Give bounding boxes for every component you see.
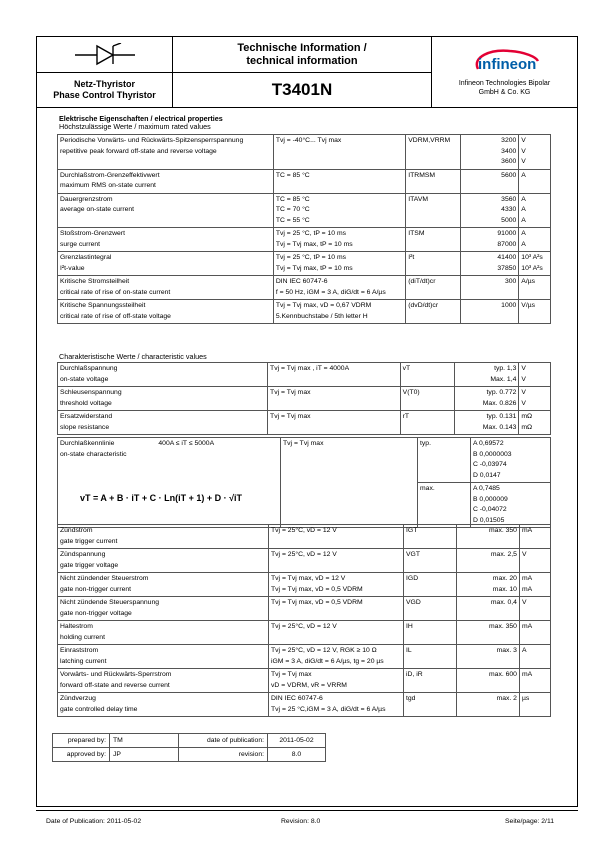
param-symbol: (diT/dt)cr xyxy=(406,276,461,300)
value-line: 3600 xyxy=(501,158,517,165)
value-line: 41400 xyxy=(497,254,517,261)
param-label: Zündverzug xyxy=(60,695,96,702)
unit-line: A xyxy=(521,195,526,203)
table-row xyxy=(58,645,551,669)
param-name xyxy=(58,363,268,387)
param-label: on-state voltage xyxy=(60,375,109,383)
value-line: 1000 xyxy=(501,302,517,309)
param-label: critical rate of rise of on-state current xyxy=(60,288,171,296)
max-rated-table xyxy=(57,134,551,324)
title-en: technical information xyxy=(246,54,358,67)
param-condition xyxy=(273,135,405,170)
param-label: Dauergrenzstrom xyxy=(60,195,113,203)
approved-value: JP xyxy=(110,748,179,762)
condition-line: f = 50 Hz, iGM = 3 A, diG/dt = 6 A/µs xyxy=(275,288,386,296)
on-state-formula: vT = A + B · iT + C · Ln(iT + 1) + D · √iT xyxy=(80,493,243,503)
unit-line: V xyxy=(521,137,526,144)
param-label: latching current xyxy=(60,657,107,665)
condition-line: Tvj = Tvj max, tP = 10 ms xyxy=(275,264,353,272)
logo-text: infineon xyxy=(477,56,536,73)
condition-line: Tvj = Tvj max, vD = 0,5 VDRM xyxy=(271,599,363,606)
param-condition xyxy=(268,411,401,435)
param-value xyxy=(456,645,519,669)
unit-line: A/µs xyxy=(521,278,536,285)
title-de: Technische Information / xyxy=(237,41,367,54)
param-symbol: ITRMSM xyxy=(406,169,461,193)
unit-line: V xyxy=(521,158,526,165)
param-unit xyxy=(519,169,551,193)
param-value xyxy=(461,228,519,252)
table-row xyxy=(58,669,551,693)
param-name xyxy=(58,135,274,170)
param-symbol: V(T0) xyxy=(400,387,454,411)
condition-line: TC = 85 °C xyxy=(275,195,310,203)
condition-line: Tvj = -40°C... Tvj max xyxy=(275,137,342,144)
char-table xyxy=(57,362,551,435)
param-symbol: ITSM xyxy=(406,228,461,252)
param-label: Kritische Spannungssteilheit xyxy=(60,302,146,309)
param-value xyxy=(456,597,519,621)
param-symbol: rT xyxy=(400,411,454,435)
typ-label: typ. xyxy=(418,438,470,483)
param-condition xyxy=(268,363,401,387)
on-state-de: Durchlaßkennlinie xyxy=(60,440,115,447)
param-value xyxy=(456,525,519,549)
table-row xyxy=(58,276,551,300)
param-unit xyxy=(519,363,551,387)
param-value xyxy=(456,549,519,573)
value-line: max. 2 xyxy=(496,695,517,702)
param-label: gate controlled delay time xyxy=(60,705,138,713)
footer-date: Date of Publication: 2011-05-02 xyxy=(46,818,142,825)
value-line: max. 10 xyxy=(492,585,517,593)
param-value xyxy=(456,573,519,597)
param-condition xyxy=(269,669,404,693)
param-condition xyxy=(269,621,404,645)
section1-subtitle: Höchstzulässige Werte / maximum rated values xyxy=(59,122,211,131)
coefficient: C -0,03974 xyxy=(473,461,507,468)
param-symbol: VGT xyxy=(404,549,457,573)
condition-line: Tvj = Tvj max, vD = 12 V xyxy=(271,575,346,582)
value-line: max. 3 xyxy=(496,647,517,654)
param-name xyxy=(58,621,269,645)
coefficient: A 0,7485 xyxy=(473,485,500,492)
param-value xyxy=(454,363,519,387)
param-label: Durchlaßspannung xyxy=(60,365,118,372)
param-unit xyxy=(519,387,551,411)
param-condition xyxy=(269,693,404,717)
section2-title: Charakteristische Werte / characteristic values xyxy=(59,352,207,361)
condition-line: Tvj = Tvj max , iT = 4000A xyxy=(270,365,350,372)
table-row xyxy=(58,525,551,549)
condition-line: Tvj = 25 °C,iGM = 3 A, diG/dt = 6 A/µs xyxy=(271,705,386,713)
param-unit xyxy=(519,300,551,324)
param-label: Haltestrom xyxy=(60,623,93,630)
param-symbol: iD, iR xyxy=(404,669,457,693)
param-label: Grenzlastintegral xyxy=(60,254,112,261)
condition-line: Tvj = 25 °C, tP = 10 ms xyxy=(275,230,347,237)
param-symbol: (dvD/dt)cr xyxy=(406,300,461,324)
param-unit xyxy=(519,669,550,693)
unit-line: V xyxy=(521,551,527,558)
condition-line: 5.Kennbuchstabe / 5th letter H xyxy=(275,312,368,320)
param-label: critical rate of rise of off-state voltage xyxy=(60,312,171,320)
value-line: 91000 xyxy=(497,230,517,237)
param-condition xyxy=(273,228,405,252)
condition-line: Tvj = Tvj max, vD = 0,67 VDRM xyxy=(275,302,372,309)
part-number-cell xyxy=(172,72,432,108)
param-name xyxy=(58,276,274,300)
param-label: gate non-trigger current xyxy=(60,585,132,593)
param-label: gate trigger voltage xyxy=(60,561,119,569)
param-name xyxy=(58,228,274,252)
param-unit xyxy=(519,597,550,621)
param-label: Durchlaßstrom-Grenzeffektivwert xyxy=(60,171,160,179)
param-symbol: IGT xyxy=(404,525,457,549)
param-name xyxy=(58,549,269,573)
value-line: typ. 0.131 xyxy=(486,413,517,420)
coefficient: B 0,0000003 xyxy=(473,450,512,458)
value-line: 87000 xyxy=(497,240,517,248)
table-row xyxy=(58,621,551,645)
unit-line: mΩ xyxy=(521,413,533,420)
param-label: surge current xyxy=(60,240,101,248)
param-name xyxy=(58,645,269,669)
coefficient: D 0,01505 xyxy=(473,516,505,524)
param-condition xyxy=(269,573,404,597)
table-row xyxy=(58,387,551,411)
unit-line: mA xyxy=(521,671,533,678)
approved-label: approved by: xyxy=(53,748,110,762)
unit-line: A xyxy=(521,240,526,248)
revision-value: 8.0 xyxy=(268,748,326,762)
param-value xyxy=(456,669,519,693)
on-state-range: 400A ≤ iT ≤ 5000A xyxy=(158,440,215,447)
table-row xyxy=(58,193,551,228)
condition-line: Tvj = Tvj max xyxy=(271,671,312,678)
param-value xyxy=(461,193,519,228)
value-line: max. 600 xyxy=(489,671,517,678)
param-name xyxy=(58,411,268,435)
unit-line: V xyxy=(521,375,526,383)
condition-line: Tvj = 25°C, vD = 12 V xyxy=(271,623,337,630)
param-condition xyxy=(269,597,404,621)
prepared-value: TM xyxy=(110,734,179,748)
unit-line: µs xyxy=(521,695,530,702)
param-symbol: VGD xyxy=(404,597,457,621)
table-row xyxy=(58,169,551,193)
table-row xyxy=(58,228,551,252)
date-label: date of publication: xyxy=(179,734,268,748)
param-label: slope resistance xyxy=(60,423,110,431)
param-unit xyxy=(519,135,551,170)
device-type xyxy=(36,72,173,108)
footer-page: Seite/page: 2/11 xyxy=(505,818,555,825)
coefficient: B 0,000009 xyxy=(473,495,508,503)
on-state-char-table xyxy=(57,437,551,528)
param-condition xyxy=(273,300,405,324)
param-symbol: tgd xyxy=(404,693,457,717)
revision-label: revision: xyxy=(179,748,268,762)
company-line1: Infineon Technologies Bipolar xyxy=(458,80,551,87)
param-name xyxy=(58,300,274,324)
value-line: max. 2,5 xyxy=(490,551,517,558)
param-label: holding current xyxy=(60,633,105,641)
value-line: 5000 xyxy=(501,216,517,224)
prepared-label: prepared by: xyxy=(53,734,110,748)
param-condition xyxy=(269,645,404,669)
condition-line: DIN IEC 60747-6 xyxy=(271,695,323,702)
value-line: 5600 xyxy=(501,171,517,179)
param-unit xyxy=(519,276,551,300)
signature-table xyxy=(52,733,326,762)
param-value xyxy=(456,693,519,717)
param-name xyxy=(58,693,269,717)
condition-line: Tvj = Tvj max xyxy=(270,389,311,396)
param-unit xyxy=(519,411,551,435)
param-name xyxy=(58,597,269,621)
param-label: threshold voltage xyxy=(60,399,112,407)
condition-line: vD = VDRM, vR = VRRM xyxy=(271,681,347,689)
param-value xyxy=(461,252,519,276)
footer-revision: Revision: 8.0 xyxy=(281,818,321,825)
type-de: Netz-Thyristor xyxy=(73,79,135,89)
condition-line: Tvj = Tvj max, vD = 0,5 VDRM xyxy=(271,585,363,593)
condition-line: Tvj = 25 °C, tP = 10 ms xyxy=(275,254,347,261)
param-condition xyxy=(273,276,405,300)
param-name xyxy=(58,387,268,411)
unit-line: 10³ A²s xyxy=(521,264,543,272)
condition-line: iGM = 3 A, diG/dt = 6 A/µs, tg = 20 µs xyxy=(271,657,384,665)
param-label: Nicht zündender Steuerstrom xyxy=(60,575,149,582)
unit-line: V xyxy=(521,599,527,606)
on-state-label xyxy=(58,438,281,528)
param-symbol: IL xyxy=(404,645,457,669)
on-state-cond: Tvj = Tvj max xyxy=(281,438,418,528)
param-label: Einraststrom xyxy=(60,647,99,654)
param-symbol: IGD xyxy=(404,573,457,597)
value-line: 3400 xyxy=(501,147,517,155)
value-line: Max. 0.826 xyxy=(482,399,517,407)
param-name xyxy=(58,525,269,549)
doc-title xyxy=(172,36,432,73)
type-en: Phase Control Thyristor xyxy=(53,90,156,100)
table-row xyxy=(58,411,551,435)
condition-line: Tvj = Tvj max, tP = 10 ms xyxy=(275,240,353,248)
char-table-2 xyxy=(57,524,551,717)
param-name xyxy=(58,193,274,228)
table-row xyxy=(58,252,551,276)
unit-line: V/µs xyxy=(521,302,536,309)
param-unit xyxy=(519,621,550,645)
condition-line: DIN IEC 60747-6 xyxy=(275,278,328,285)
typ-coefficients xyxy=(471,438,550,483)
thyristor-symbol xyxy=(36,36,173,73)
param-label: Ersatzwiderstand xyxy=(60,413,113,420)
param-symbol: I²t xyxy=(406,252,461,276)
param-condition xyxy=(269,525,404,549)
param-label: Zündspannung xyxy=(60,551,106,558)
param-name xyxy=(58,669,269,693)
value-line: max. 0,4 xyxy=(490,599,517,606)
param-label: Stoßstrom-Grenzwert xyxy=(60,230,125,237)
value-line: typ. 1,3 xyxy=(494,365,517,372)
condition-line: Tvj = Tvj max xyxy=(270,413,311,420)
unit-line: A xyxy=(521,230,526,237)
company-block xyxy=(431,36,578,108)
param-label: I²t-value xyxy=(60,264,85,272)
param-value xyxy=(454,387,519,411)
unit-line: A xyxy=(521,647,527,654)
value-line: 37850 xyxy=(497,264,517,272)
infineon-logo-icon xyxy=(470,47,540,77)
param-value xyxy=(454,411,519,435)
value-line: max. 350 xyxy=(489,623,517,630)
unit-line: mA xyxy=(521,575,533,582)
value-line: typ. 0.772 xyxy=(486,389,517,396)
param-label: Zündstrom xyxy=(60,527,93,534)
param-label: repetitive peak forward off-state and reverse voltage xyxy=(60,147,217,155)
param-unit xyxy=(519,549,550,573)
unit-line: mΩ xyxy=(521,423,533,431)
coefficient: C -0,04072 xyxy=(473,506,507,513)
param-unit xyxy=(519,193,551,228)
param-label: Kritische Stromsteilheit xyxy=(60,278,130,285)
param-label: gate non-trigger voltage xyxy=(60,609,132,617)
value-line: max. 350 xyxy=(489,527,517,534)
thyristor-icon xyxy=(75,43,135,67)
unit-line: V xyxy=(521,389,526,396)
param-label: average on-state current xyxy=(60,206,135,213)
param-unit xyxy=(519,693,550,717)
param-label: Vorwärts- und Rückwärts-Sperrstrom xyxy=(60,671,172,678)
param-condition xyxy=(273,169,405,193)
value-line: 4330 xyxy=(501,206,517,213)
table-row xyxy=(58,363,551,387)
part-number: T3401N xyxy=(271,80,333,99)
table-row xyxy=(58,135,551,170)
unit-line: A xyxy=(521,206,526,213)
company-line2: GmbH & Co. KG xyxy=(478,89,531,96)
value-line: max. 20 xyxy=(492,575,517,582)
value-line: Max. 1,4 xyxy=(490,375,517,383)
param-unit xyxy=(519,645,550,669)
param-symbol: IH xyxy=(404,621,457,645)
param-label: Nicht zündende Steuerspannung xyxy=(60,599,160,606)
unit-line: V xyxy=(521,147,526,155)
param-unit xyxy=(519,252,551,276)
coefficient: A 0,69572 xyxy=(473,440,504,447)
max-coefficients xyxy=(471,483,550,527)
coefficient: D 0,0147 xyxy=(473,471,501,479)
table-row xyxy=(58,300,551,324)
param-label: forward off-state and reverse current xyxy=(60,681,170,689)
unit-line: mA xyxy=(521,585,533,593)
param-value xyxy=(461,300,519,324)
param-symbol: vT xyxy=(400,363,454,387)
param-value xyxy=(456,621,519,645)
param-name xyxy=(58,169,274,193)
param-value xyxy=(461,276,519,300)
condition-line: Tvj = 25°C, vD = 12 V xyxy=(271,551,337,558)
param-unit xyxy=(519,228,551,252)
unit-line: 10³ A²s xyxy=(521,254,543,261)
table-row xyxy=(58,573,551,597)
condition-line: TC = 70 °C xyxy=(275,206,310,213)
table-row xyxy=(58,597,551,621)
param-label: Periodische Vorwärts- und Rückwärts-Spitzensperrspannung xyxy=(60,137,244,144)
param-condition xyxy=(273,193,405,228)
param-value xyxy=(461,135,519,170)
param-condition xyxy=(268,387,401,411)
condition-line: TC = 85 °C xyxy=(275,171,310,179)
table-row xyxy=(58,549,551,573)
date-value: 2011-05-02 xyxy=(268,734,326,748)
param-unit xyxy=(519,525,550,549)
unit-line: A xyxy=(521,171,526,179)
table-row xyxy=(58,693,551,717)
max-label: max. xyxy=(420,485,435,492)
value-line: 300 xyxy=(504,278,517,285)
value-line: 3560 xyxy=(501,195,517,203)
unit-line: V xyxy=(521,365,526,372)
condition-line: Tvj = 25°C, vD = 12 V, RGK ≥ 10 Ω xyxy=(271,647,377,654)
on-state-en: on-state characteristic xyxy=(60,450,127,458)
param-unit xyxy=(519,573,550,597)
section1-title: Elektrische Eigenschaften / electrical properties xyxy=(59,114,223,123)
param-symbol: VDRM,VRRM xyxy=(406,135,461,170)
param-name xyxy=(58,573,269,597)
value-line: Max. 0.143 xyxy=(482,423,517,431)
footer-divider xyxy=(36,810,578,811)
condition-line: Tvj = 25°C, vD = 12 V xyxy=(271,527,337,534)
param-label: maximum RMS on-state current xyxy=(60,182,156,189)
param-symbol: ITAVM xyxy=(406,193,461,228)
condition-line: TC = 55 °C xyxy=(275,216,310,224)
param-label: gate trigger current xyxy=(60,537,118,545)
unit-line: V xyxy=(521,399,526,407)
param-value xyxy=(461,169,519,193)
param-condition xyxy=(273,252,405,276)
value-line: 3200 xyxy=(501,137,517,144)
unit-line: mA xyxy=(521,527,533,534)
unit-line: mA xyxy=(521,623,533,630)
param-name xyxy=(58,252,274,276)
param-condition xyxy=(269,549,404,573)
unit-line: A xyxy=(521,216,526,224)
param-label: Schleusenspannung xyxy=(60,389,122,396)
